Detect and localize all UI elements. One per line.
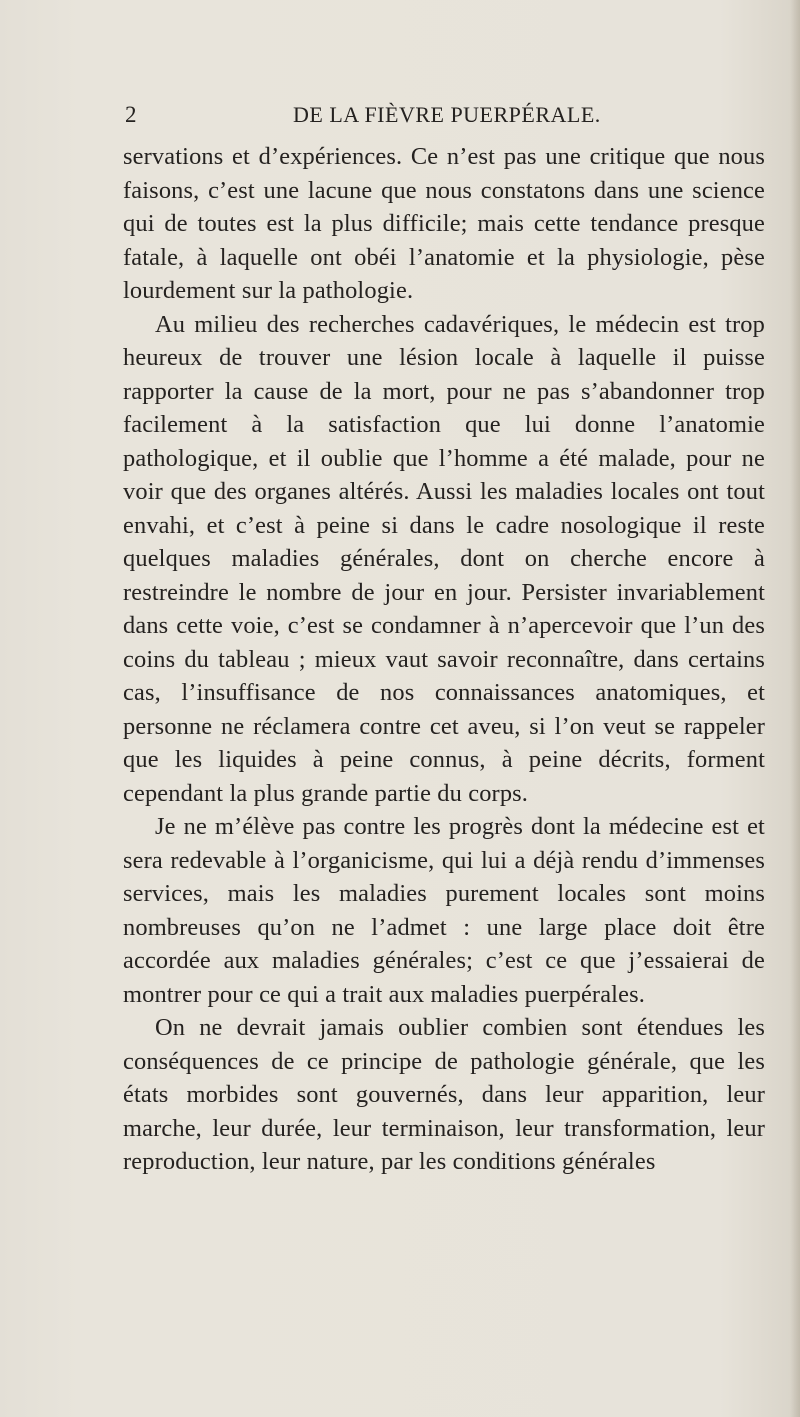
- running-title: DE LA FIÈVRE PUERPÉRALE.: [293, 102, 601, 127]
- paragraph-4: On ne devrait jamais oublier combien sont étendues les conséquences de ce principe de pathologie générale, que les états morbides sont gouvernés, dans leur apparition, leur marche, leur durée, leur terminaison, leur transformation, leur reproduction, leur nature, par les conditions générales: [123, 1014, 765, 1175]
- paragraph-1: servations et d’expériences. Ce n’est pas une critique que nous faisons, c’est une lacune que nous constatons dans une science qui de toutes est la plus difficile; mais cette tendance presque fatale, à laquelle ont obéi l’anatomie et la physiologie, pèse lourdement sur la pathologie.: [123, 143, 765, 304]
- running-head: [125, 100, 775, 130]
- paragraph-2: Au milieu des recherches cadavériques, le médecin est trop heureux de trouver une lésion locale à laquelle il puisse rapporter la cause de la mort, pour ne pas s’abandonner trop facilement à la satisfaction que lui donne l’anatomie pathologique, et il oublie que l’homme a été malade, pour ne voir que des organes altérés. Aussi les maladies locales ont tout envahi, et c’est à peine si dans le cadre nosologique il reste quelques maladies générales, dont on cherche encore à restreindre le nombre de jour en jour. Persister invariablement dans cette voie, c’est se condamner à n’apercevoir que l’un des coins du tableau ; mieux vaut savoir reconnaître, dans certains cas, l’insuffisance de nos connaissances anatomiques, et personne ne réclamera contre cet aveu, si l’on veut se rappeler que les liquides à peine connus, à peine décrits, forment cependant la plus grande partie du corps.: [123, 310, 765, 807]
- body-text: [123, 140, 765, 1179]
- page-edge-shadow: [790, 0, 800, 1417]
- page-number: 2: [125, 102, 137, 127]
- paragraph-3: Je ne m’élève pas contre les progrès dont la médecine est et sera redevable à l’organicisme, qui lui a déjà rendu d’immenses services, mais les maladies purement locales sont moins nombreuses qu’on ne l’admet : une large place doit être accordée aux maladies générales; c’est ce que j’essaierai de montrer pour ce qui a trait aux maladies puerpérales.: [123, 813, 765, 1008]
